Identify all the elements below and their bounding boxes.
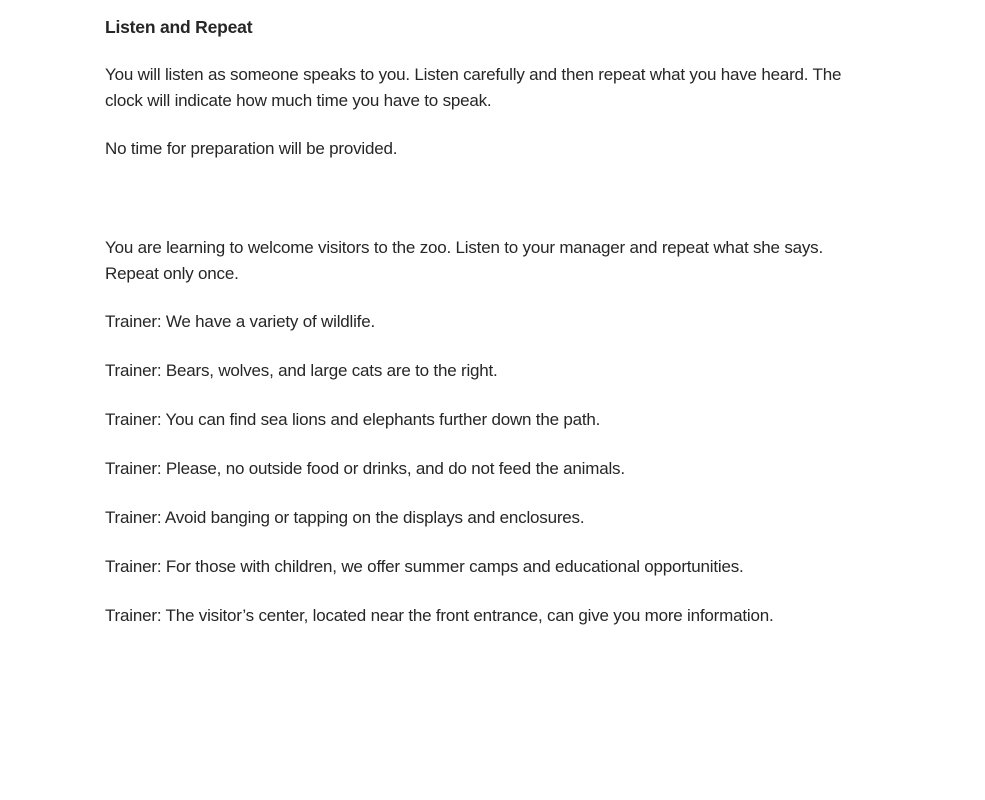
trainer-line-1: Trainer: We have a variety of wildlife. (105, 312, 375, 331)
trainer-line-6: Trainer: For those with children, we offer summer camps and educational opportunities. (105, 557, 744, 576)
page-title: Listen and Repeat (105, 17, 253, 37)
section-spacer (105, 184, 880, 235)
instruction-paragraph-1: You will listen as someone speaks to you. Listen carefully and then repeat what you have heard. The clock will indicate how much time you have to speak. (105, 65, 842, 110)
scenario-paragraph: You are learning to welcome visitors to the zoo. Listen to your manager and repeat what she says. Repeat only once. (105, 238, 824, 283)
trainer-line-7: Trainer: The visitor’s center, located near the front entrance, can give you more information. (105, 606, 774, 625)
trainer-line-5: Trainer: Avoid banging or tapping on the displays and enclosures. (105, 508, 585, 527)
trainer-line-3: Trainer: You can find sea lions and elephants further down the path. (105, 410, 601, 429)
instruction-paragraph-2: No time for preparation will be provided. (105, 139, 398, 158)
trainer-line-4: Trainer: Please, no outside food or drinks, and do not feed the animals. (105, 459, 625, 478)
trainer-line-2: Trainer: Bears, wolves, and large cats are to the right. (105, 361, 498, 380)
